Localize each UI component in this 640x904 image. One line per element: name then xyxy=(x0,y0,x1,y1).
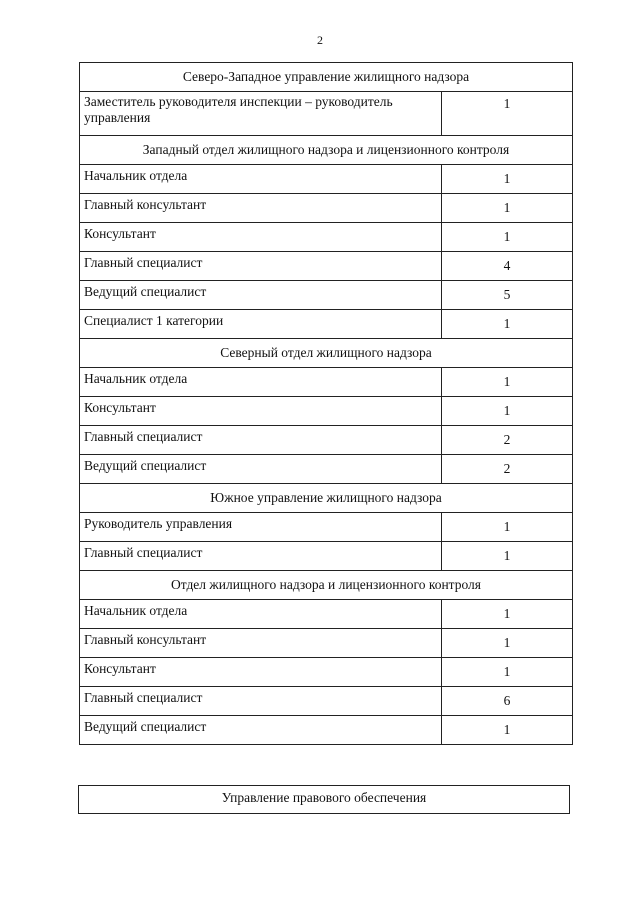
position-title: Главный специалист xyxy=(80,426,442,455)
position-row xyxy=(80,716,573,745)
position-row xyxy=(80,513,573,542)
position-row xyxy=(80,687,573,716)
position-title: Заместитель руководителя инспекции – руководитель управления xyxy=(80,92,442,136)
position-title: Начальник отдела xyxy=(80,165,442,194)
section-title: Отдел жилищного надзора и лицензионного контроля xyxy=(80,571,573,600)
position-count: 1 xyxy=(442,92,573,136)
position-count: 1 xyxy=(442,165,573,194)
position-title: Консультант xyxy=(80,223,442,252)
position-row xyxy=(80,310,573,339)
position-title: Главный специалист xyxy=(80,687,442,716)
section-header-row xyxy=(80,339,573,368)
position-count: 1 xyxy=(442,194,573,223)
section-header-row xyxy=(80,63,573,92)
position-row xyxy=(80,658,573,687)
position-title: Главный специалист xyxy=(80,252,442,281)
position-row xyxy=(80,165,573,194)
section-title: Северо-Западное управление жилищного надзора xyxy=(80,63,573,92)
position-title: Ведущий специалист xyxy=(80,455,442,484)
section-title: Западный отдел жилищного надзора и лицензионного контроля xyxy=(80,136,573,165)
position-count: 1 xyxy=(442,310,573,339)
staffing-table xyxy=(79,62,573,745)
legal-department-header: Управление правового обеспечения xyxy=(78,785,570,814)
position-count: 6 xyxy=(442,687,573,716)
position-count: 1 xyxy=(442,368,573,397)
position-title: Главный консультант xyxy=(80,194,442,223)
position-row xyxy=(80,281,573,310)
staffing-table-body xyxy=(80,63,573,745)
position-row xyxy=(80,455,573,484)
position-title: Ведущий специалист xyxy=(80,716,442,745)
position-title: Главный специалист xyxy=(80,542,442,571)
position-title: Ведущий специалист xyxy=(80,281,442,310)
section-header-row xyxy=(80,136,573,165)
position-count: 1 xyxy=(442,600,573,629)
page-number: 2 xyxy=(317,33,323,47)
position-title: Начальник отдела xyxy=(80,368,442,397)
section-title: Южное управление жилищного надзора xyxy=(80,484,573,513)
position-row xyxy=(80,426,573,455)
section-header-row xyxy=(80,571,573,600)
position-row xyxy=(80,629,573,658)
section-header-row xyxy=(80,484,573,513)
position-row xyxy=(80,92,573,136)
position-count: 4 xyxy=(442,252,573,281)
section-title: Северный отдел жилищного надзора xyxy=(80,339,573,368)
position-title: Начальник отдела xyxy=(80,600,442,629)
position-row xyxy=(80,223,573,252)
position-title: Главный консультант xyxy=(80,629,442,658)
position-row xyxy=(80,542,573,571)
position-count: 1 xyxy=(442,658,573,687)
position-row xyxy=(80,194,573,223)
position-count: 1 xyxy=(442,629,573,658)
position-row xyxy=(80,397,573,426)
position-row xyxy=(80,600,573,629)
position-count: 1 xyxy=(442,513,573,542)
position-count: 1 xyxy=(442,716,573,745)
position-row xyxy=(80,368,573,397)
position-title: Руководитель управления xyxy=(80,513,442,542)
position-count: 1 xyxy=(442,223,573,252)
position-title: Консультант xyxy=(80,397,442,426)
position-count: 2 xyxy=(442,426,573,455)
position-count: 5 xyxy=(442,281,573,310)
position-count: 1 xyxy=(442,542,573,571)
position-title: Специалист 1 категории xyxy=(80,310,442,339)
position-count: 1 xyxy=(442,397,573,426)
position-title: Консультант xyxy=(80,658,442,687)
position-count: 2 xyxy=(442,455,573,484)
position-row xyxy=(80,252,573,281)
